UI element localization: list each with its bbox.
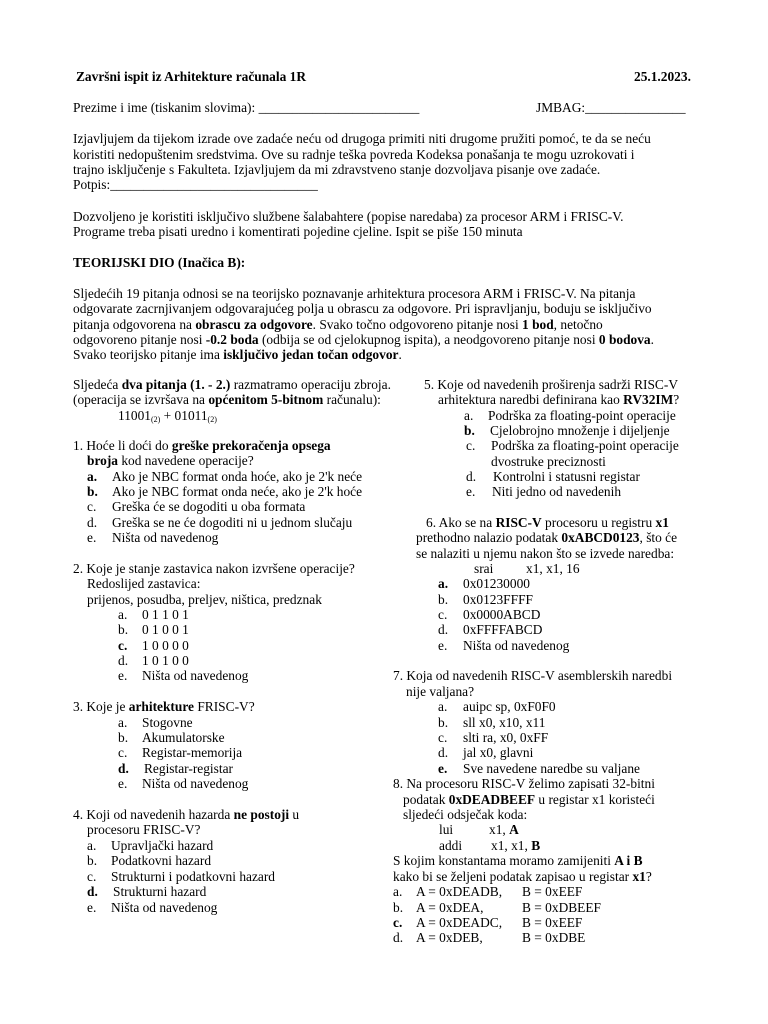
answer-option: a. Podrška za floating-point operacije: [464, 408, 676, 423]
question-8-cont: sljedeći odsječak koda:: [403, 807, 528, 822]
answer-option: d. Registar-registar: [118, 761, 233, 776]
binary-expression: $11001_{(2)} + 01011_{(2)}$: [118, 408, 217, 424]
answer-option: c. Podrška za floating-point operacije: [466, 438, 679, 453]
question-7-cont: nije valjana?: [406, 684, 475, 699]
answer-option: a. Stogovne: [118, 715, 193, 730]
answer-option: b. 0 1 0 0 1: [118, 622, 189, 637]
answer-option: b. sll x0, x10, x11: [438, 715, 546, 730]
question-8-cont: S kojim konstantama moramo zamijeniti A i B: [393, 853, 643, 868]
declaration-line: koristiti nedopuštenim sredstvima. Ove su radnje teška povreda Kodeksa ponašanja te mogu uzrokovati i: [73, 147, 635, 162]
question-4-cont: procesoru FRISC-V?: [87, 822, 201, 837]
question-6: 6. Ako se na RISC-V procesoru u registru x1: [426, 515, 669, 530]
answer-option: e. Ništa od navedenog: [118, 668, 249, 683]
question-7: 7. Koja od navedenih RISC-V asemblerskih naredbi: [393, 668, 673, 683]
intro-line: odgovarate zacrnjivanjem odgovarajućeg polja u obrascu za odgovore. Pri ispravljanju, boduju se isključivo: [73, 301, 652, 316]
question-2: 2. Koje je stanje zastavica nakon izvršene operacije?: [73, 561, 355, 576]
section-title: TEORIJSKI DIO (Inačica B):: [73, 255, 246, 270]
code-line: addi x1, x1, B: [439, 838, 541, 853]
answer-option: e. Ništa od navedenog: [118, 776, 249, 791]
shared-preamble: Sljedeća dva pitanja (1. - 2.) razmatramo operaciju zbroja.: [73, 377, 391, 392]
answer-option-cont: dvostruke preciznosti: [491, 454, 606, 469]
answer-option: b. Cjelobrojno množenje i dijeljenje: [464, 423, 670, 438]
answer-option: d. Kontrolni i statusni registar: [466, 469, 640, 484]
answer-option: b. Podatkovni hazard: [87, 853, 212, 868]
answer-option: d. Strukturni hazard: [87, 884, 207, 899]
exam-date: 25.1.2023.: [634, 69, 691, 84]
intro-line: Svako teorijsko pitanje ima isključivo jedan točan odgovor.: [73, 347, 402, 362]
question-4: 4. Koji od navedenih hazarda ne postoji u: [73, 807, 300, 822]
question-5-cont: arhitektura naredbi definirana kao RV32IM?: [438, 392, 680, 407]
answer-option: a. Upravljački hazard: [87, 838, 214, 853]
answer-option: c. Greška će se dogoditi u oba formata: [87, 499, 306, 514]
answer-option: b. A = 0xDEA, B = 0xDBEEF: [393, 900, 601, 915]
question-3: 3. Koje je arhitekture FRISC-V?: [73, 699, 255, 714]
answer-option: e. Ništa od navedenog: [438, 638, 570, 653]
answer-option: e. Ništa od navedenog: [87, 900, 218, 915]
intro-line: odgovoreno pitanje nosi -0.2 boda (odbija se od cjelokupnog ispita), a neodgovoreno pitanje nosi 0 bodova.: [73, 332, 654, 347]
answer-option: a. 0 1 1 0 1: [118, 607, 189, 622]
answer-option: b. Akumulatorske: [118, 730, 225, 745]
answer-option: e. Niti jedno od navedenih: [466, 484, 622, 499]
answer-option: c. Strukturni i podatkovni hazard: [87, 869, 276, 884]
answer-option: c. Registar-memorija: [118, 745, 243, 760]
question-1-cont: broja kod navedene operacije?: [87, 453, 254, 468]
rules-line: Programe treba pisati uredno i komentirati pojedine cjeline. Ispit se piše 150 minuta: [73, 224, 523, 239]
signature-field: Potpis:_______________________________: [73, 177, 318, 192]
answer-option: d. jal x0, glavni: [438, 745, 534, 760]
answer-option: b. Ako je NBC format onda neće, ako je 2'k hoće: [87, 484, 363, 499]
question-2-cont: Redoslijed zastavica:: [87, 576, 201, 591]
declaration-line: trajno isključenje s Fakulteta. Izjavljujem da mi zdravstveno stanje dozvoljava pisanje ove zadaće.: [73, 162, 601, 177]
rules-line: Dozvoljeno je koristiti isključivo službene šalabahtere (popise naredaba) za procesor ARM i FRISC-V.: [73, 209, 624, 224]
answer-option: c. slti ra, x0, 0xFF: [438, 730, 549, 745]
answer-option: d. A = 0xDEB, B = 0xDBE: [393, 930, 586, 945]
question-8-cont: podatak 0xDEADBEEF u registar x1 koristeći: [403, 792, 655, 807]
jmbag-field: JMBAG:_______________: [536, 100, 686, 115]
answer-option: d. 0xFFFFABCD: [438, 622, 543, 637]
answer-option: a. 0x01230000: [438, 576, 530, 591]
code-line: srai x1, x1, 16: [474, 561, 580, 576]
answer-option: c. 0x0000ABCD: [438, 607, 541, 622]
name-field: Prezime i ime (tiskanim slovima): ________________________: [73, 100, 420, 115]
question-6-cont: se nalaziti u njemu nakon što se izvede naredba:: [416, 546, 675, 561]
answer-option: d. Greška se ne će dogoditi ni u jednom slučaju: [87, 515, 353, 530]
exam-title: Završni ispit iz Arhitekture računala 1R: [76, 69, 307, 84]
answer-option: c. A = 0xDEADC, B = 0xEEF: [393, 915, 583, 930]
question-1: 1. Hoće li doći do greške prekoračenja opsega: [73, 438, 331, 453]
code-line: lui x1, A: [439, 822, 519, 837]
shared-preamble: (operacija se izvršava na općenitom 5-bitnom računalu):: [73, 392, 381, 407]
answer-option: a. A = 0xDEADB, B = 0xEEF: [393, 884, 583, 899]
question-8-cont: kako bi se željeni podatak zapisao u registar x1?: [393, 869, 652, 884]
answer-option: a. Ako je NBC format onda hoće, ako je 2'k neće: [87, 469, 363, 484]
intro-line: pitanja odgovorena na obrascu za odgovore. Svako točno odgovoreno pitanje nosi 1 bod, netočno: [73, 317, 603, 332]
answer-option: c. 1 0 0 0 0: [118, 638, 189, 653]
answer-option: e. Ništa od navedenog: [87, 530, 219, 545]
question-8: 8. Na procesoru RISC-V želimo zapisati 32-bitni: [393, 776, 655, 791]
answer-option: a. auipc sp, 0xF0F0: [438, 699, 556, 714]
question-5: 5. Koje od navedenih proširenja sadrži RISC-V: [424, 377, 678, 392]
answer-option: e. Sve navedene naredbe su valjane: [438, 761, 640, 776]
answer-option: d. 1 0 1 0 0: [118, 653, 189, 668]
question-6-cont: prethodno nalazio podatak 0xABCD0123, što će: [416, 530, 678, 545]
question-2-cont: prijenos, posudba, preljev, ništica, predznak: [87, 592, 322, 607]
intro-line: Sljedećih 19 pitanja odnosi se na teorijsko poznavanje arhitektura procesora ARM i FRISC-V. Na pitanja: [73, 286, 636, 301]
declaration-line: Izjavljujem da tijekom izrade ove zadaće neću od drugoga primiti niti drugome pružiti pomoć, te da se neću: [73, 131, 651, 146]
answer-option: b. 0x0123FFFF: [438, 592, 533, 607]
